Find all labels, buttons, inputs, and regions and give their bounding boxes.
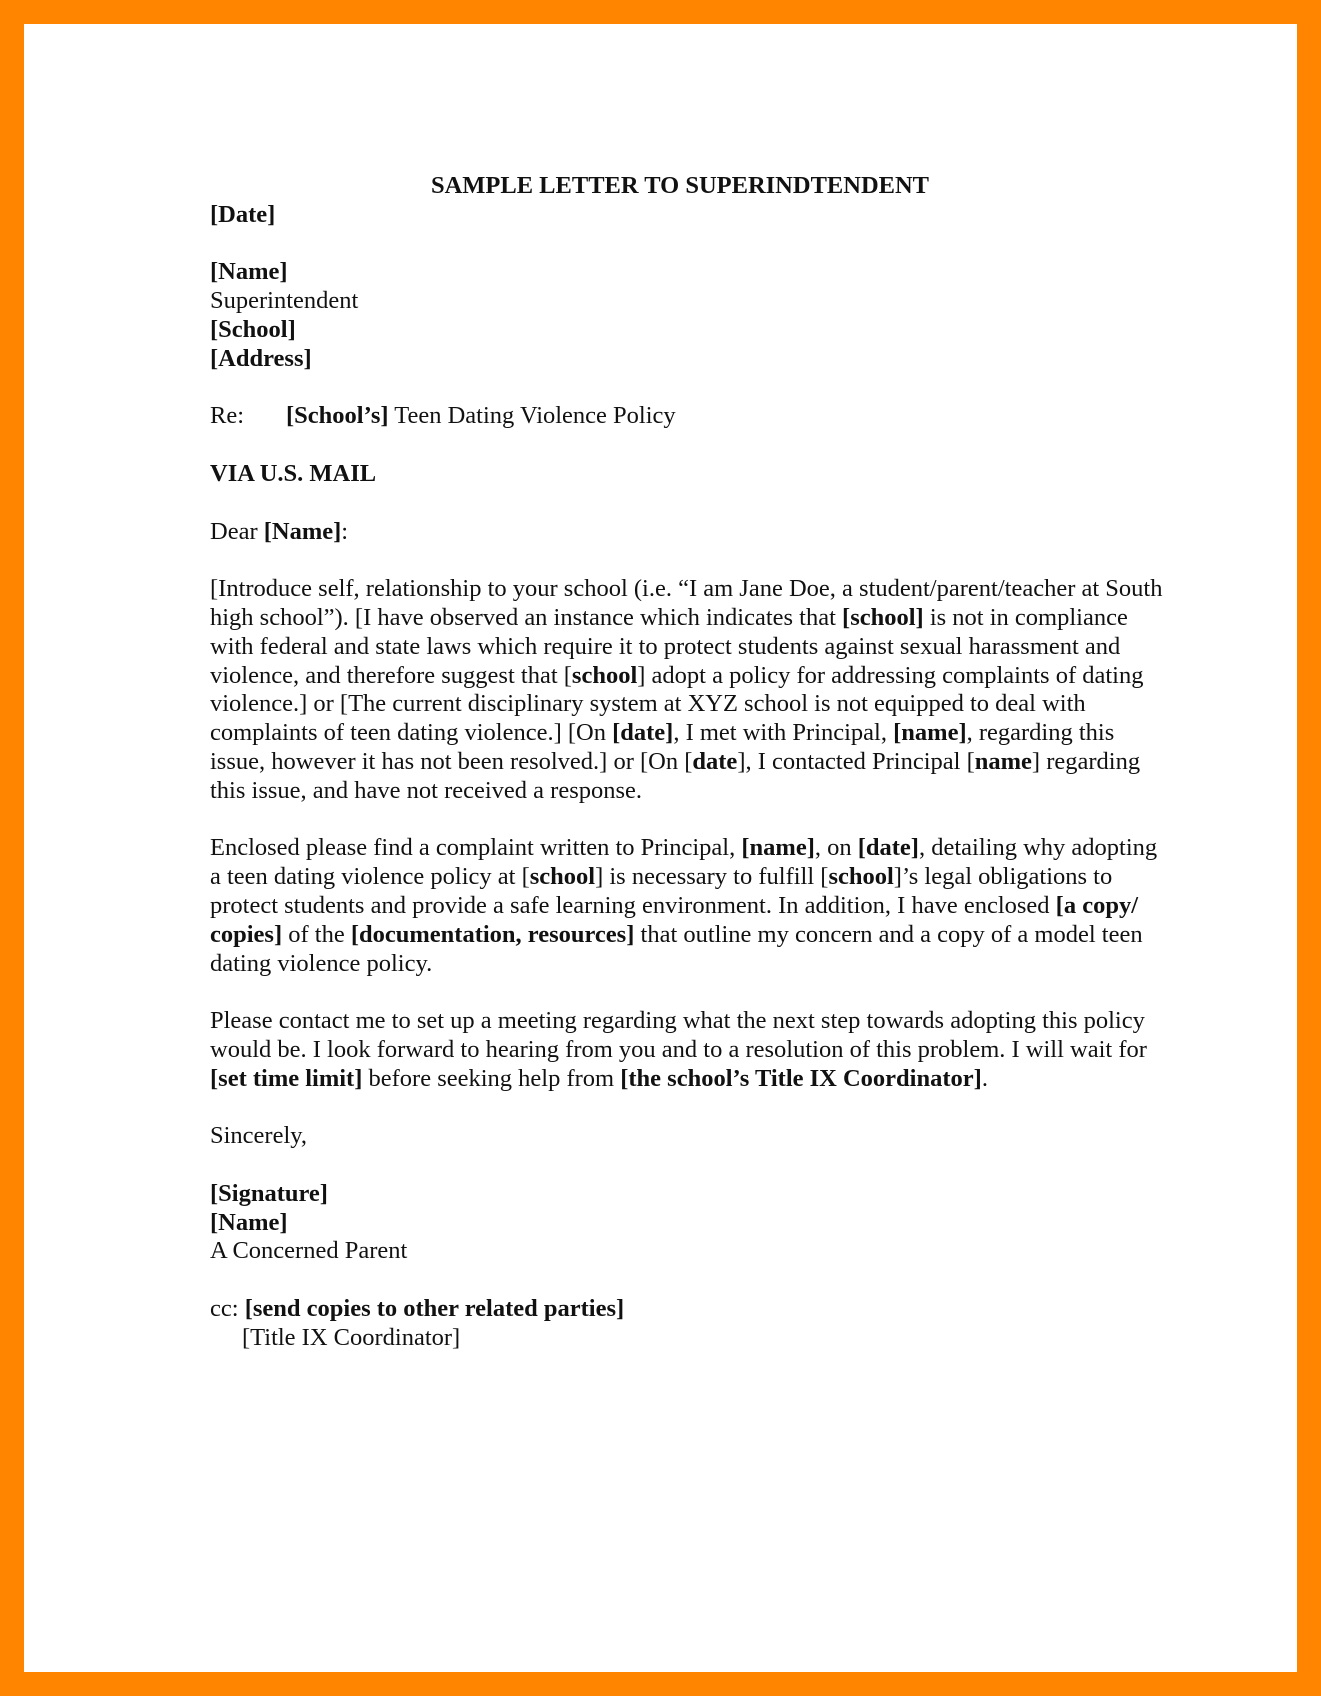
closing: Sincerely, xyxy=(210,1122,308,1150)
recipient-address: [Address] xyxy=(210,344,312,372)
body-paragraph-1: [Introduce self, relationship to your school (i.e. “I am Jane Doe, a student/parent/teacher at South high school”). [I have observed an instance which indicates that [school] is not in compliance with federal and state laws which require it to protect students against sexual harassment and violence, and therefore suggest that [school] adopt a policy for addressing complaints of dating violence.] or [The current disciplinary system at XYZ school is not equipped to deal with complaints of teen dating violence.] [On [date], I met with Principal, [name], regarding this issue, however it has not been resolved.] or [On [date], I contacted Principal [name] regarding this issue, and have not received a response. xyxy=(210,575,1163,804)
re-school: [School’s] xyxy=(286,402,389,430)
signer-title: A Concerned Parent xyxy=(210,1237,408,1265)
recipient-block xyxy=(210,258,1170,373)
signature-placeholder: [Signature] xyxy=(210,1179,328,1207)
salutation: Dear [Name]: xyxy=(210,517,349,545)
cc-line: cc: [send copies to other related parties] xyxy=(210,1295,625,1323)
re-label: Re: xyxy=(210,402,245,430)
cc-block xyxy=(210,1295,1170,1353)
body-paragraph-2: Enclosed please find a complaint written to Principal, [name], on [date], detailing why adopting a teen dating violence policy at [school] is necessary to fulfill [school]’s legal obligations to protect students and provide a safe learning environment. In addition, I have enclosed [a copy/ copies] of the [documentation, resources] that outline my concern and a copy of a model teen dating violence policy. xyxy=(210,834,1158,977)
re-line xyxy=(210,402,1170,431)
letter-title: SAMPLE LETTER TO SUPERINDTENDENT xyxy=(430,172,930,199)
re-subject: Teen Dating Violence Policy xyxy=(394,402,676,430)
signer-name: [Name] xyxy=(210,1208,288,1236)
delivery-method: VIA U.S. MAIL xyxy=(210,459,377,487)
cc-recipient: [Title IX Coordinator] xyxy=(242,1323,461,1351)
date-placeholder: [Date] xyxy=(210,200,276,228)
letter-content xyxy=(210,172,1170,1353)
body-paragraph-3: Please contact me to set up a meeting regarding what the next step towards adopting this policy would be. I look forward to hearing from you and to a resolution of this problem. I will wait for [set time limit] before seeking help from [the school’s Title IX Coordinator]. xyxy=(210,1007,1147,1092)
letter-page xyxy=(24,24,1297,1672)
signature-block xyxy=(210,1180,1170,1266)
recipient-school: [School] xyxy=(210,315,296,343)
recipient-role: Superintendent xyxy=(210,287,359,315)
recipient-name: [Name] xyxy=(210,258,288,286)
